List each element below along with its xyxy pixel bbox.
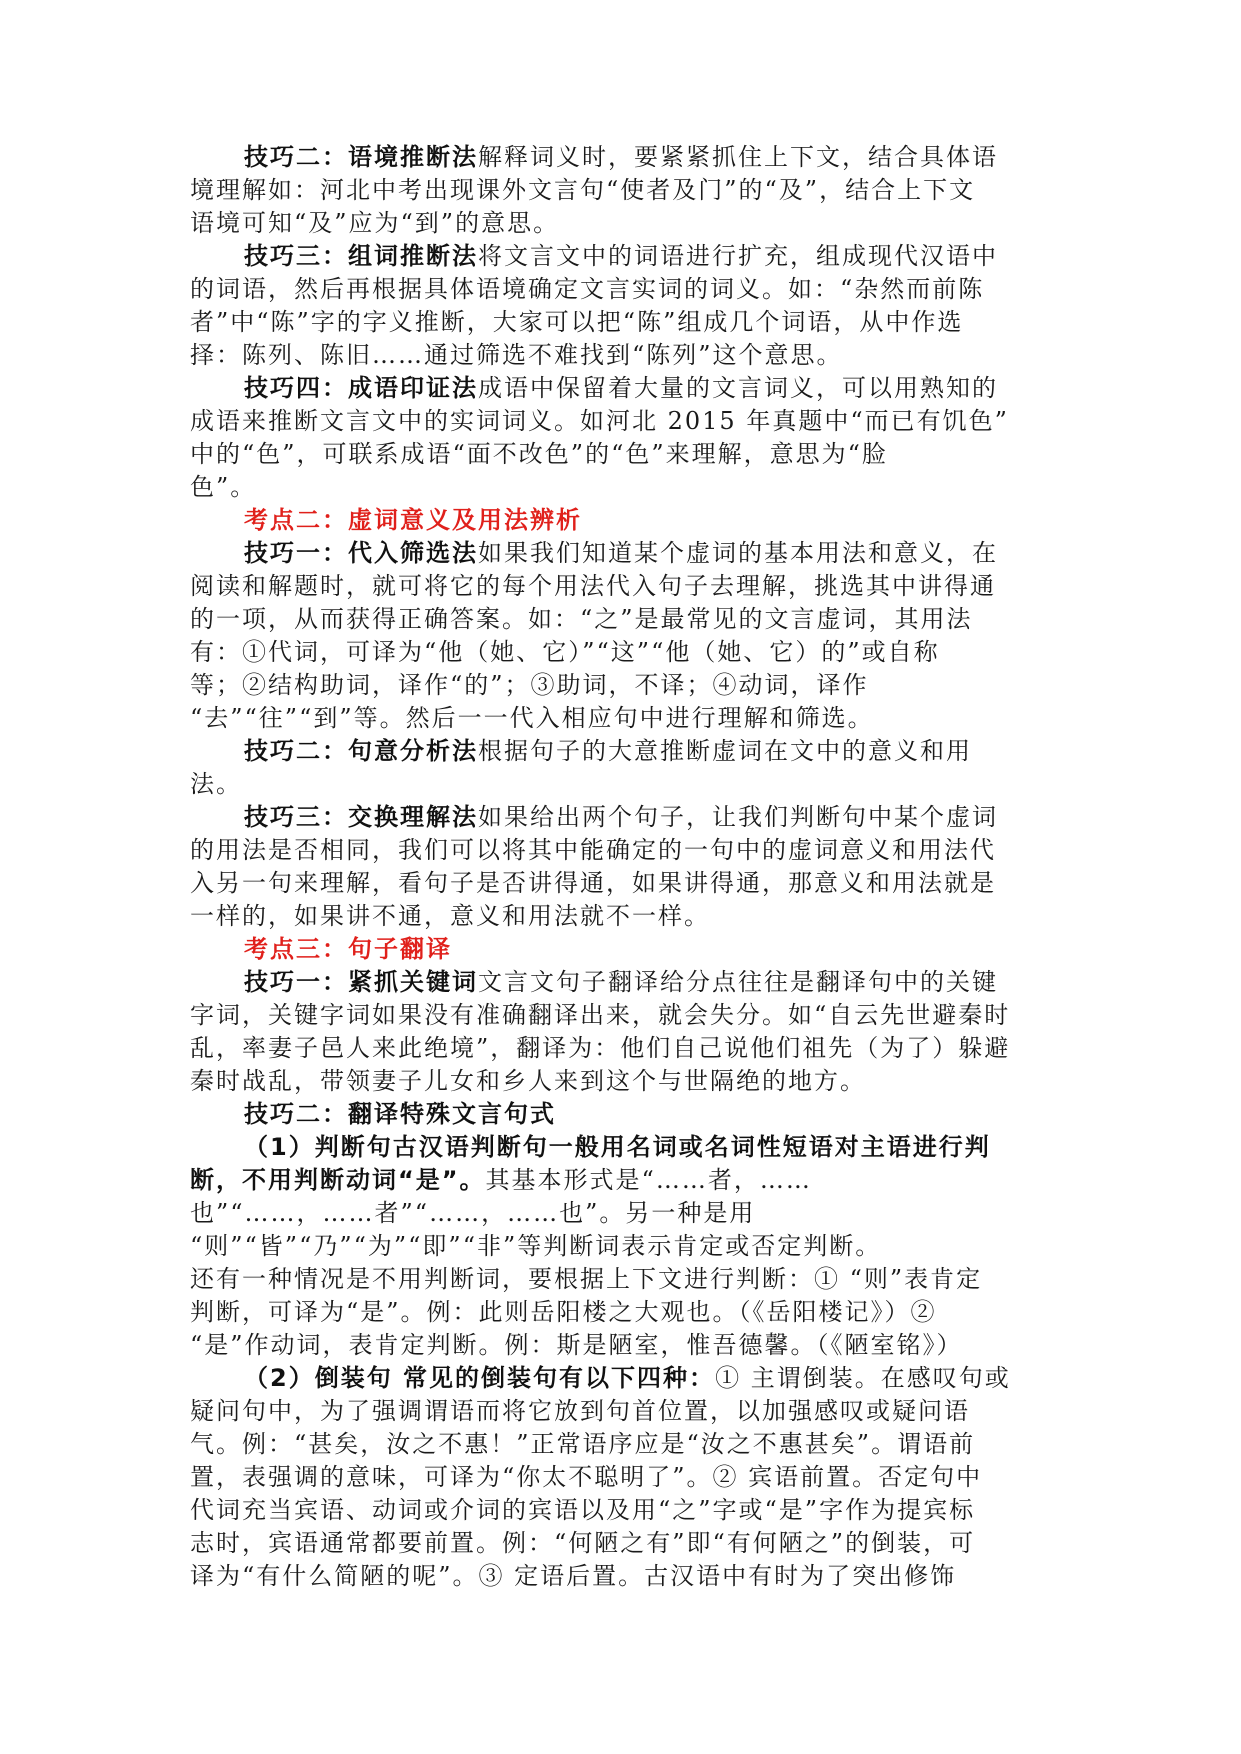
paragraph-line: 中的“色”，可联系成语“面不改色”的“色”来理解，意思为“脸: [190, 440, 888, 468]
paragraph-line: 阅读和解题时，就可将它的每个用法代入句子去理解，挑选其中讲得通: [190, 572, 996, 600]
paragraph-line: 置，表强调的意味，可译为“你太不聪明了”。② 宾语前置。否定句中: [190, 1463, 983, 1491]
paragraph-line: 乱，率妻子邑人来此绝境”，翻译为：他们自己说他们祖先（为了）躲避: [190, 1034, 1011, 1062]
paragraph-line: 译为“有什么简陋的呢”。③ 定语后置。古汉语中有时为了突出修饰: [190, 1562, 957, 1590]
paragraph-line: “是”作动词，表肯定判断。例：斯是陋室，惟吾德馨。（《陋室铭》）: [190, 1331, 963, 1359]
paragraph-line: 技巧一：紧抓关键词文言文句子翻译给分点往往是翻译句中的关键: [244, 968, 998, 996]
paragraph-line: 有：①代词，可译为“他（她、它）”“这”“他（她、它）的”或自称: [190, 638, 940, 666]
section-heading-2: 考点二：虚词意义及用法辨析: [244, 506, 582, 534]
paragraph-line: 的用法是否相同，我们可以将其中能确定的一句中的虚词意义和用法代: [190, 836, 996, 864]
section-heading-3: 考点三：句子翻译: [244, 935, 452, 963]
paragraph-line: 成语来推断文言文中的实词词义。如河北 2015 年真题中“而已有饥色”: [190, 407, 1009, 435]
paragraph-line: 技巧三：交换理解法如果给出两个句子，让我们判断句中某个虚词: [244, 803, 998, 831]
paragraph-line: “去”“往”“到”等。然后一一代入相应句中进行理解和筛选。: [190, 704, 874, 732]
paragraph-line: 技巧一：代入筛选法如果我们知道某个虚词的基本用法和意义，在: [244, 539, 998, 567]
paragraph-line: 语境可知“及”应为“到”的意思。: [190, 209, 560, 237]
paragraph-line: 一样的，如果讲不通，意义和用法就不一样。: [190, 902, 710, 930]
paragraph-line: 法。: [190, 770, 242, 798]
paragraph-line: （2）倒装句 常见的倒装句有以下四种：① 主谓倒装。在感叹句或: [244, 1364, 1011, 1392]
paragraph-line: 的一项，从而获得正确答案。如：“之”是最常见的文言虚词，其用法: [190, 605, 973, 633]
paragraph-line: 气。例：“甚矣，汝之不惠！”正常语序应是“汝之不惠甚矣”。谓语前: [190, 1430, 976, 1458]
paragraph-line: 代词充当宾语、动词或介词的宾语以及用“之”字或“是”字作为提宾标: [190, 1496, 976, 1524]
paragraph-line: 字词，关键字词如果没有准确翻译出来，就会失分。如“自云先世避秦时: [190, 1001, 1011, 1029]
subheading: 技巧二：翻译特殊文言句式: [244, 1100, 556, 1128]
paragraph-line: 入另一句来理解，看句子是否讲得通，如果讲得通，那意义和用法就是: [190, 869, 996, 897]
paragraph-line: 者”中“陈”字的字义推断，大家可以把“陈”组成几个词语，从中作选: [190, 308, 964, 336]
paragraph-line: “则”“皆”“乃”“为”“即”“非”等判断词表示肯定或否定判断。: [190, 1232, 882, 1260]
paragraph-line: 也”“……，……者”“……，……也”。另一种是用: [190, 1199, 756, 1227]
paragraph-line: 技巧四：成语印证法成语中保留着大量的文言词义，可以用熟知的: [244, 374, 998, 402]
paragraph-line: 还有一种情况是不用判断词，要根据上下文进行判断：① “则”表肯定: [190, 1265, 983, 1293]
paragraph-line: 择：陈列、陈旧……通过筛选不难找到“陈列”这个意思。: [190, 341, 843, 369]
paragraph-line: 判断，可译为“是”。例：此则岳阳楼之大观也。（《岳阳楼记》）②: [190, 1298, 937, 1326]
paragraph-line: 技巧二：语境推断法解释词义时，要紧紧抓住上下文，结合具体语: [244, 143, 998, 171]
paragraph-line: 的词语，然后再根据具体语境确定文言实词的词义。如：“杂然而前陈: [190, 275, 985, 303]
paragraph-line: 等；②结构助词，译作“的”；③助词，不译；④动词，译作: [190, 671, 869, 699]
paragraph-line: 志时，宾语通常都要前置。例：“何陋之有”即“有何陋之”的倒装，可: [190, 1529, 976, 1557]
paragraph-line: 境理解如：河北中考出现课外文言句“使者及门”的“及”，结合上下文: [190, 176, 976, 204]
paragraph-line: （1）判断句古汉语判断句一般用名词或名词性短语对主语进行判: [244, 1133, 991, 1161]
paragraph-line: 技巧三：组词推断法将文言文中的词语进行扩充，组成现代汉语中: [244, 242, 998, 270]
paragraph-line: 技巧二：句意分析法根据句子的大意推断虚词在文中的意义和用: [244, 737, 972, 765]
paragraph-line: 疑问句中，为了强调谓语而将它放到句首位置，以加强感叹或疑问语: [190, 1397, 970, 1425]
paragraph-line: 秦时战乱，带领妻子儿女和乡人来到这个与世隔绝的地方。: [190, 1067, 866, 1095]
paragraph-line: 色”。: [190, 473, 257, 501]
paragraph-line: 断，不用判断动词“是”。其基本形式是“……者，……: [190, 1166, 812, 1194]
